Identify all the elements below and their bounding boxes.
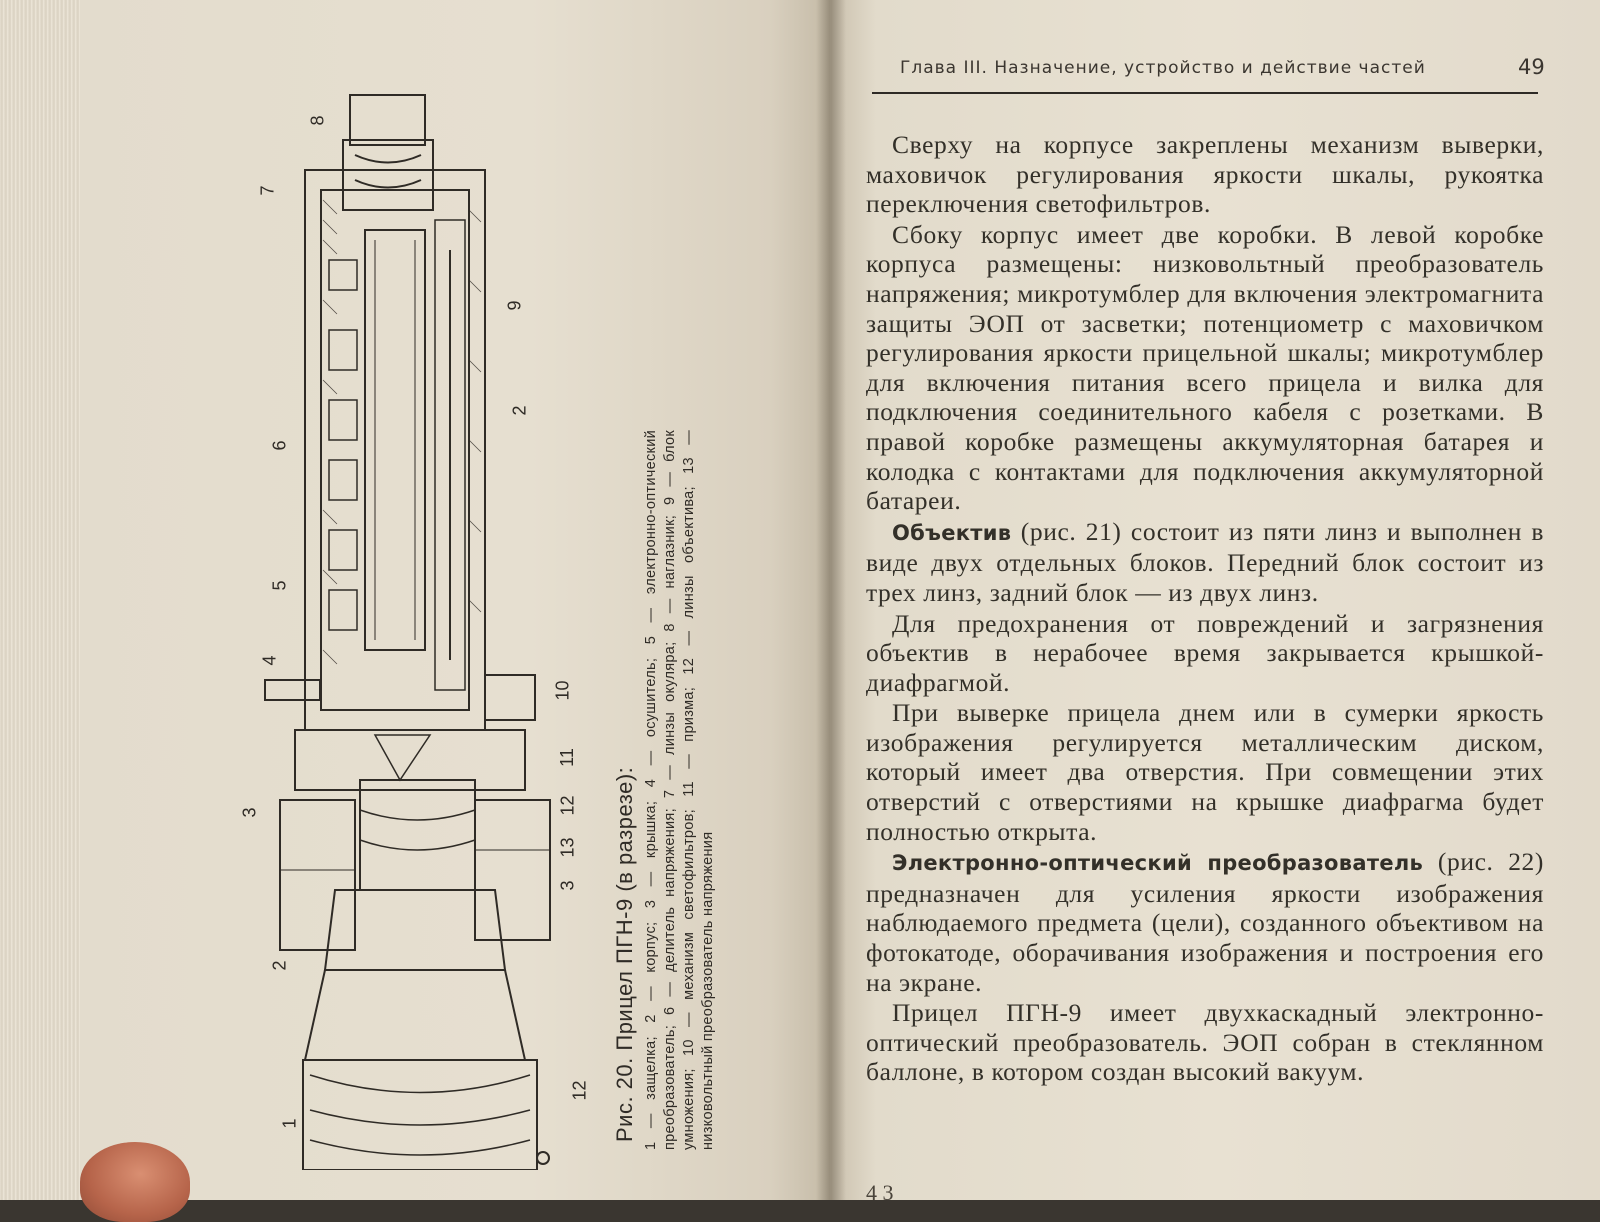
callout-12-bottom: 12 xyxy=(569,1080,590,1101)
objective-front xyxy=(303,1060,537,1170)
callout-1: 1 xyxy=(279,1118,300,1129)
cap-hinge xyxy=(537,1152,549,1164)
filter-knob xyxy=(485,675,535,720)
eyepiece-housing xyxy=(343,140,433,210)
caption-legend: 1 — защелка; 2 — корпус; 3 — крышка; 4 — осушитель; 5 — электронно-оптический преобразователь; 6 — делитель напряжения; 7 — линзы окуляра; 8 — наглазник; 9 — блок умножения; 10 — механизм светофильтров; 11 — призма; 12 — линзы объектива; 13 — низковольтный преобразователь напряжения xyxy=(643,430,716,1150)
paragraph-7: Прицел ПГН-9 имеет двухкаскадный электронно-оптический преобразователь. ЭОП собран в стеклянном баллоне, в котором создан высокий вакуум. xyxy=(866,998,1544,1087)
sight-cross-section-figure xyxy=(225,80,605,1170)
figure-caption xyxy=(612,430,718,1150)
paragraph-3-text: (рис. 21) состоит из пяти линз и выполнен в виде двух отдельных блоков. Передний блок состоит из трех линз, задний блок — из двух линз. xyxy=(866,516,1544,607)
running-head: Глава III. Назначение, устройство и действие частей xyxy=(900,58,1426,78)
callout-12-middle: 12 xyxy=(557,795,578,816)
objective-cone xyxy=(305,970,525,1060)
callout-2-bottom: 2 xyxy=(269,960,290,971)
right-side-box xyxy=(475,800,550,940)
callout-10: 10 xyxy=(552,680,573,701)
main-body-outer xyxy=(305,170,485,730)
callout-2-top: 2 xyxy=(509,405,530,416)
callout-13: 13 xyxy=(557,837,578,858)
body-text xyxy=(866,130,1544,1088)
callout-3-left: 3 xyxy=(239,807,260,818)
callout-11: 11 xyxy=(556,748,577,767)
book-gutter xyxy=(816,0,846,1200)
page-number: 49 xyxy=(1518,55,1545,79)
caption-title: Рис. 20. Прицел ПГН-9 (в разрезе): xyxy=(612,766,637,1142)
paragraph-4: Для предохранения от повреждений и загрязнения объектив в нерабочее время закрывается крышкой-диафрагмой. xyxy=(866,608,1544,697)
prism-housing xyxy=(360,780,475,890)
paragraph-3 xyxy=(866,517,1544,608)
paragraph-6-text: (рис. 22) предназначен для усиления яркости изображения наблюдаемого предмета (цели), созданного объективом на фотокатоде, оборачивания изображения и построения его на экране. xyxy=(866,847,1544,997)
paragraph-1: Сверху на корпусе закреплены механизм выверки, маховичок регулирования яркости шкалы, рукоятка переключения светофильтров. xyxy=(866,130,1544,219)
next-line-fragment: 4 3 xyxy=(866,1180,894,1205)
callout-3-right: 3 xyxy=(557,880,578,891)
callout-8: 8 xyxy=(307,115,328,126)
paragraph-2: Сбоку корпус имеет две коробки. В левой коробке корпуса размещены: низковольтный преобразователь напряжения; микротумблер для включения электромагнита защиты ЭОП от засветки; потенциометр с маховичком регулирования яркости прицельной шкалы; микротумблер для включения питания всего прицела и вилка для подключения соединительного кабеля с розетками. В правой коробке размещены аккумуляторная батарея и колодка с контактами для подключения аккумуляторной батареи. xyxy=(866,219,1544,516)
callout-7: 7 xyxy=(257,185,278,196)
left-side-box xyxy=(280,800,355,950)
header-rule xyxy=(872,92,1538,94)
callout-5: 5 xyxy=(269,580,290,591)
page-stack-edge xyxy=(0,0,80,1200)
sight-drawing xyxy=(225,80,605,1170)
term-image-converter: Электронно-оптический преобразователь xyxy=(892,851,1424,876)
callout-4: 4 xyxy=(259,655,280,666)
paragraph-5: При выверке прицела днем или в сумерки яркость изображения регулируется металлическим диском, который имеет два отверстия. При совмещении этих отверстий с отверстиями на крышке диафрагма будет полностью открыта. xyxy=(866,698,1544,846)
image-tube xyxy=(365,230,425,650)
term-objective: Объектив xyxy=(892,520,1012,545)
objective-rear xyxy=(325,890,505,970)
eyecup-shape xyxy=(350,95,425,145)
callout-9: 9 xyxy=(504,300,525,311)
latch xyxy=(265,680,320,700)
paragraph-6 xyxy=(866,847,1544,997)
main-body-inner xyxy=(321,190,469,710)
callout-6: 6 xyxy=(269,440,290,451)
finger xyxy=(80,1142,190,1222)
